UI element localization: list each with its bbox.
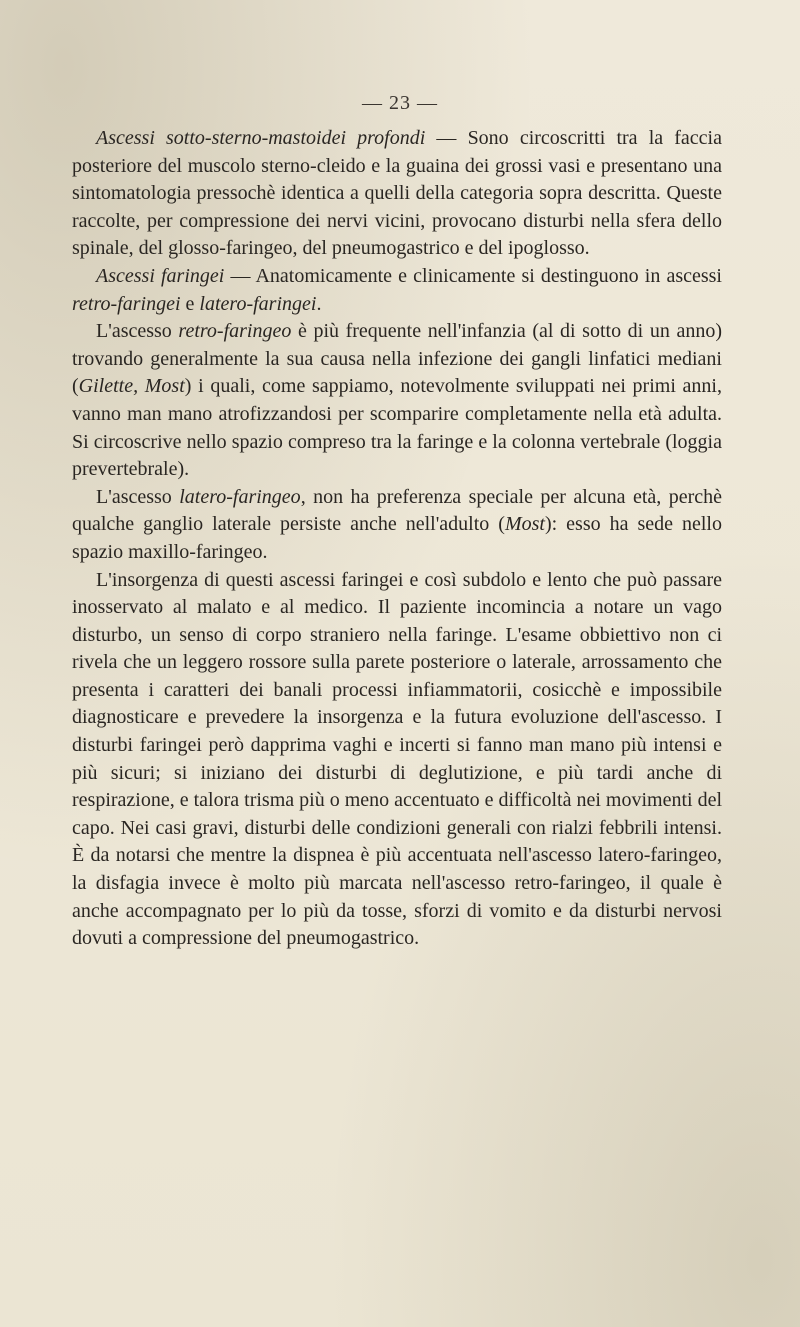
paragraph-text: ) i quali, come sappiamo, notevolmente sviluppati nei primi anni, vanno man mano atrofizzandosi per scomparire completamente nella età adulta. Si circoscrive nello spazio compreso tra la faringe e la colonna vertebrale (loggia prevertebrale). xyxy=(72,375,722,481)
paragraph-text: . xyxy=(316,292,322,315)
paragraph-ascessi-faringei xyxy=(72,263,722,318)
citation-most: Most xyxy=(504,513,545,536)
paragraph-latero-faringeo xyxy=(72,484,722,567)
paragraph-text: — Sono circoscritti tra la faccia posteriore del muscolo sterno-cleido e la guaina dei grossi vasi e presentano una sintomatologia pressochè identica a quelli della categoria sopra descritta. Queste raccolte, per compressione dei nervi vicini, provocano disturbi nella sfera dello spinale, del glosso-faringeo, del pneumogastrico e del ipoglosso. xyxy=(72,127,722,260)
paragraph-text: L'ascesso xyxy=(96,485,180,508)
paragraph-ascessi-sotto-sterno-mastoidei xyxy=(72,125,722,263)
term-retro-faringei: retro-faringei xyxy=(72,292,181,315)
paragraph-insorgenza xyxy=(72,567,722,953)
section-heading-faringei: Ascessi faringei xyxy=(96,264,225,287)
paragraph-text: L'ascesso xyxy=(96,320,179,343)
paragraph-text: — Anatomicamente e clinicamente si destinguono in ascessi xyxy=(224,264,722,287)
paragraph-text: L'insorgenza di questi ascessi faringei e così subdolo e lento che può passare inosservato al malato e al medico. Il paziente incomincia a notare un vago disturbo, un senso di corpo straniero nella faringe. L'esame obbiettivo non ci rivela che un leggero rossore sulla parete posteriore o laterale, arrossamento che presenta i caratteri dei banali processi infiammatorii, cosicchè e impossibile diagnosticare e prevedere la insorgenza e la futura evoluzione dell'ascesso. I disturbi faringei però dapprima vaghi e incerti si fanno man mano più intensi e più sicuri; si iniziano dei disturbi di deglutizione, e più tardi anche di respirazione, e talora trisma più o meno accentuato e difficoltà nei movimenti del capo. Nei casi gravi, disturbi delle condizioni generali con rialzi febbrili intensi. È da notarsi che mentre la dispnea è più accentuata nell'ascesso latero-faringeo, la disfagia invece è molto più marcata nell'ascesso retro-faringeo, il quale è anche accompagnato per lo più da tosse, sforzi di vomito e da disturbi nervosi dovuti a compressione del pneumogastrico. xyxy=(72,568,722,950)
body-text xyxy=(72,125,722,953)
paragraph-retro-faringeo xyxy=(72,318,722,484)
term-latero-faringei: latero-faringei xyxy=(199,292,317,315)
page-number: — 23 — xyxy=(362,92,438,114)
term-latero-faringeo: latero-faringeo xyxy=(179,485,301,508)
paragraph-text: è più frequente nell'infanzia (al di sotto di un anno) trovando generalmente la sua causa nella infezione dei gangli linfatici mediani ( xyxy=(72,320,722,398)
term-retro-faringeo: retro-faringeo xyxy=(178,320,292,343)
paragraph-text: , non ha preferenza speciale per alcuna età, perchè qualche ganglio laterale persiste anche nell'adulto ( xyxy=(72,485,722,536)
paragraph-text: ): esso ha sede nello spazio maxillo-faringeo. xyxy=(72,513,722,563)
paragraph-text: e xyxy=(180,292,200,315)
section-heading-sotto-sterno-mastoidei: Ascessi sotto-sterno-mastoidei profondi xyxy=(96,127,426,149)
citation-gilette-most: Gilette, Most xyxy=(78,375,185,398)
